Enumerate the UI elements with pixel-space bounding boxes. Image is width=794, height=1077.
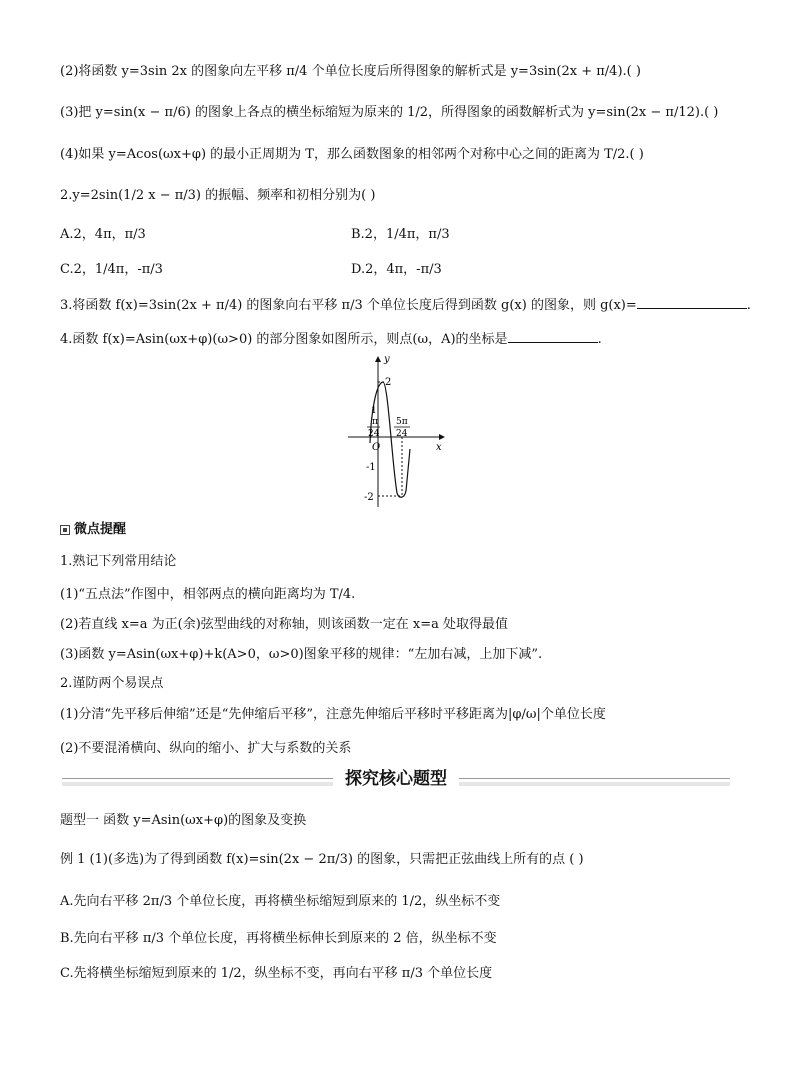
type-1-heading: 题型一 函数 y=Asin(ωx+φ)的图象及变换 [60, 813, 307, 828]
tip-1: 1.熟记下列常用结论 [60, 554, 177, 569]
problem-3: 3.将函数 f(x)=3sin(2x + π/4) 的图象向右平移 π/3 个单位长度后得到函数 g(x) 的图象，则 g(x)= . [60, 298, 751, 313]
y-tick-neg1: -1 [366, 462, 376, 473]
example-1: 例 1 (1)(多选)为了得到函数 f(x)=sin(2x − 2π/3) 的图象，只需把正弦曲线上所有的点 ( ) [60, 852, 584, 867]
x-label-left-den: 24 [368, 429, 380, 439]
tip-2b: (2)不要混淆横向、纵向的缩小、扩大与系数的关系 [60, 741, 352, 756]
tip-2a: (1)分清“先平移后伸缩”还是“先伸缩后平移”，注意先伸缩后平移时平移距离为|φ/ω|个单位长度 [60, 707, 606, 722]
example-1-option-c: C.先将横坐标缩短到原来的 1/2，纵坐标不变，再向右平移 π/3 个单位长度 [60, 966, 493, 981]
x-label-right-num: 5π [396, 417, 408, 427]
section-banner [62, 766, 730, 792]
tip-1c: (3)函数 y=Asin(ωx+φ)+k(A>0，ω>0)图象平移的规律：“左加右减，上加下减”. [60, 647, 543, 662]
y-axis-label: y [384, 354, 390, 365]
example-1-option-b: B.先向右平移 π/3 个单位长度，再将横坐标伸长到原来的 2 倍，纵坐标不变 [60, 931, 497, 946]
x-axis-label: x [436, 442, 442, 453]
square-bullet-icon [60, 525, 70, 535]
problem-3-text: 3.将函数 f(x)=3sin(2x + π/4) 的图象向右平移 π/3 个单位长度后得到函数 g(x) 的图象，则 g(x)= [60, 298, 637, 313]
problem-4: 4.函数 f(x)=Asin(ωx+φ)(ω>0) 的部分图象如图所示，则点(ω，A)的坐标是 . [60, 332, 602, 347]
y-tick-1: 1 [371, 406, 377, 416]
answer-blank [637, 296, 747, 309]
answer-blank [508, 330, 598, 343]
y-tick-2: 2 [385, 377, 392, 388]
question-2: (2)将函数 y=3sin 2x 的图象向左平移 π/4 个单位长度后所得图象的解析式是 y=3sin(2x + π/4).( ) [60, 64, 641, 79]
question-3: (3)把 y=sin(x − π/6) 的图象上各点的横坐标缩短为原来的 1/2，所得图象的函数解析式为 y=sin(2x − π/12).( ) [60, 105, 719, 120]
sine-graph [346, 353, 450, 509]
problem-2-option-c: C.2，1/4π，-π/3 [60, 262, 163, 277]
problem-2: 2.y=2sin(1/2 x − π/3) 的振幅、频率和初相分别为( ) [60, 188, 376, 203]
y-axis-arrow [375, 356, 381, 362]
problem-2-option-b: B.2，1/4π，π/3 [351, 227, 450, 242]
example-1-option-a: A.先向右平移 2π/3 个单位长度，再将横坐标缩短到原来的 1/2，纵坐标不变 [60, 894, 501, 909]
problem-2-option-a: A.2，4π，π/3 [60, 227, 146, 242]
problem-2-option-d: D.2，4π，-π/3 [351, 262, 442, 277]
tip-1b: (2)若直线 x=a 为正(余)弦型曲线的对称轴，则该函数一定在 x=a 处取得最值 [60, 617, 509, 632]
origin-label: O [372, 442, 381, 453]
tip-1a: (1)“五点法”作图中，相邻两点的横向距离均为 T/4. [60, 587, 356, 602]
x-axis-arrow [439, 434, 445, 440]
tip-2: 2.谨防两个易误点 [60, 676, 164, 691]
tip-heading [60, 520, 126, 540]
y-tick-neg2: -2 [364, 492, 374, 503]
x-label-left-num: π [372, 417, 378, 427]
x-label-right-den: 24 [396, 429, 408, 439]
tip-title: 微点提醒 [74, 522, 127, 537]
section-banner-title: 探究核心题型 [333, 766, 459, 792]
sine-curve [370, 382, 410, 497]
question-4: (4)如果 y=Acos(ωx+φ) 的最小正周期为 T，那么函数图象的相邻两个对称中心之间的距离为 T/2.( ) [60, 147, 644, 162]
problem-4-text: 4.函数 f(x)=Asin(ωx+φ)(ω>0) 的部分图象如图所示，则点(ω，A)的坐标是 [60, 332, 508, 347]
